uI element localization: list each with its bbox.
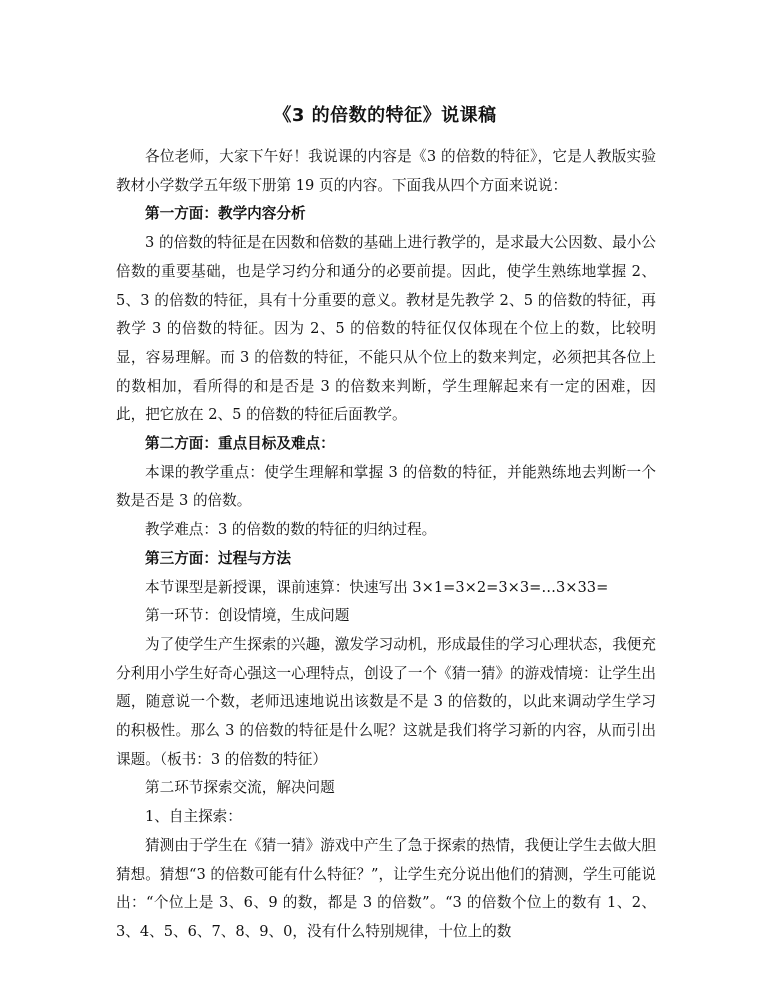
step-two-heading: 第二环节探索交流，解决问题: [145, 779, 335, 797]
teaching-difficulty-paragraph: 教学难点：3 的倍数的数的特征的归纳过程。: [145, 521, 437, 539]
lesson-type-paragraph: 本节课型是新授课，课前速算：快速写出 3×1=3×2=3×3=…3×33=: [145, 578, 609, 596]
step-one-paragraph: 为了使学生产生探索的兴趣，激发学习动机，形成最佳的学习心理状态，我便充分利用小学生好奇心强这一心理特点，创设了一个《猜一猜》的游戏情境：让学生出题，随意说一个数，老师迅速地说出该数是不是 3 的倍数的，以此来调动学生学习的积极性。那么 3 的倍数的特征是什么呢？这就是我们将学习新的内容，从而引出课题。（板书：3 的倍数的特征）: [116, 635, 656, 768]
intro-paragraph: 各位老师，大家下午好！我说课的内容是《3 的倍数的特征》，它是人教版实验教材小学数学五年级下册第 19 页的内容。下面我从四个方面来说说：: [116, 148, 656, 194]
step-one-heading: 第一环节：创设情境，生成问题: [145, 607, 350, 625]
teaching-focus-paragraph: 本课的教学重点：使学生理解和掌握 3 的倍数的特征，并能熟练地去判断一个数是否是 3 的倍数。: [116, 463, 656, 510]
content-analysis-paragraph: 3 的倍数的特征是在因数和倍数的基础上进行教学的，是求最大公因数、最小公倍数的重要基础，也是学习约分和通分的必要前提。因此，使学生熟练地掌握 2、5、3 的倍数的特征，具有十分重要的意义。教材是先教学 2、5 的倍数的特征，再教学 3 的倍数的特征。因为 2、5 的倍数的特征仅仅体现在个位上的数，比较明显，容易理解。而 3 的倍数的特征，不能只从个位上的数来判定，必须把其各位上的数相加，看所得的和是否是 3 的倍数来判断，学生理解起来有一定的困难，因此，把它放在 2、5 的倍数的特征后面教学。: [116, 234, 656, 424]
section-heading-content-analysis: 第一方面：教学内容分析: [145, 205, 306, 223]
document-body: [116, 143, 656, 947]
document-title: 《3 的倍数的特征》说课稿: [273, 105, 497, 126]
self-exploration-heading: 1、自主探索：: [145, 808, 242, 826]
section-heading-process-method: 第三方面：过程与方法: [145, 549, 291, 567]
guessing-paragraph: 猜测由于学生在《猜一猜》游戏中产生了急于探索的热情，我便让学生去做大胆猜想。猜想“3 的倍数可能有什么特征？”，让学生充分说出他们的猜测，学生可能说出：“个位上是 3、6、9 的数，都是 3 的倍数”。“3 的倍数个位上的数有 1、2、3、4、5、6、7、8、9、0，没有什么特别规律，十位上的数: [116, 836, 656, 940]
section-heading-key-points: 第二方面：重点目标及难点：: [145, 435, 335, 453]
